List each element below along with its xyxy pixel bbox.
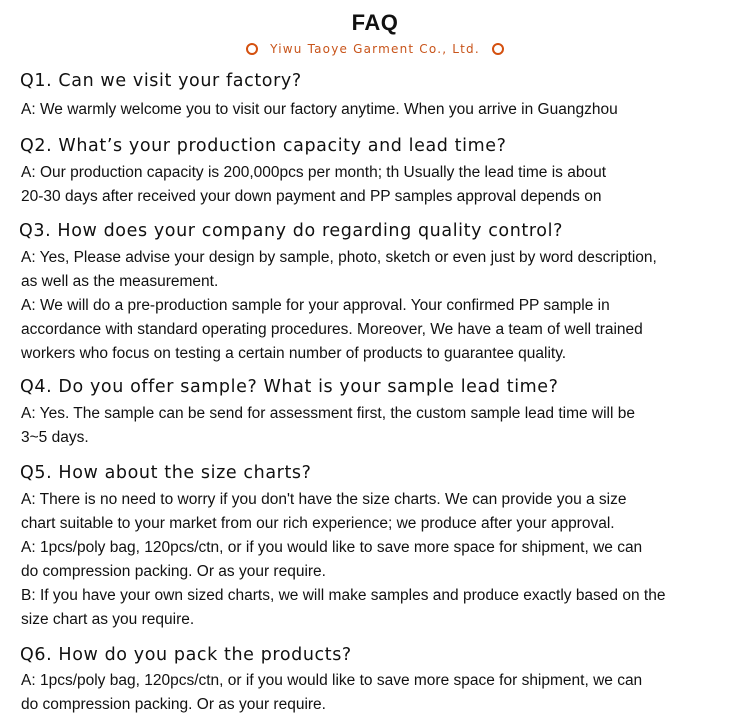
- faq-answer-line: A: Yes. The sample can be send for assessment first, the custom sample lead time will be: [21, 405, 635, 422]
- faq-answer-line: A: We warmly welcome you to visit our factory anytime. When you arrive in Guangzhou: [21, 101, 618, 118]
- faq-answer-line: accordance with standard operating procedures. Moreover, We have a team of well trained: [21, 321, 643, 338]
- faq-answer-line: size chart as you require.: [21, 611, 195, 628]
- faq-answer-line: do compression packing. Or as your require.: [21, 696, 326, 713]
- faq-answer-line: A: Yes, Please advise your design by sample, photo, sketch or even just by word description,: [21, 249, 657, 266]
- faq-answer-line: B: If you have your own sized charts, we will make samples and produce exactly based on the: [21, 587, 666, 604]
- faq-question: Q5. How about the size charts?: [20, 463, 312, 483]
- faq-answer-line: workers who focus on testing a certain number of products to guarantee quality.: [21, 345, 567, 362]
- faq-answer-line: chart suitable to your market from our rich experience; we produce after your approval.: [21, 515, 615, 532]
- faq-answer-line: as well as the measurement.: [21, 273, 219, 290]
- faq-answer-line: A: There is no need to worry if you don't have the size charts. We can provide you a size: [21, 491, 627, 508]
- company-name: Yiwu Taoye Garment Co., Ltd.: [270, 42, 480, 56]
- faq-answer-line: A: We will do a pre-production sample for your approval. Your confirmed PP sample in: [21, 297, 610, 314]
- company-subtitle-row: [0, 39, 750, 59]
- circle-icon: [492, 43, 504, 55]
- faq-answer-line: A: 1pcs/poly bag, 120pcs/ctn, or if you would like to save more space for shipment, we can: [21, 539, 643, 556]
- faq-question: Q1. Can we visit your factory?: [20, 71, 302, 91]
- faq-answer-line: 3~5 days.: [21, 429, 89, 446]
- circle-icon: [246, 43, 258, 55]
- faq-answer-line: do compression packing. Or as your require.: [21, 563, 326, 580]
- faq-answer-line: A: 1pcs/poly bag, 120pcs/ctn, or if you would like to save more space for shipment, we can: [21, 672, 643, 689]
- page-title: FAQ: [351, 10, 399, 35]
- faq-answer-line: A: Our production capacity is 200,000pcs per month; th Usually the lead time is about: [21, 164, 607, 181]
- faq-question: Q2. What’s your production capacity and lead time?: [20, 136, 507, 156]
- faq-answer-line: 20-30 days after received your down payment and PP samples approval depends on: [21, 188, 602, 205]
- faq-question: Q3. How does your company do regarding quality control?: [19, 221, 563, 241]
- faq-question: Q6. How do you pack the products?: [20, 645, 352, 665]
- faq-question: Q4. Do you offer sample? What is your sample lead time?: [20, 377, 559, 397]
